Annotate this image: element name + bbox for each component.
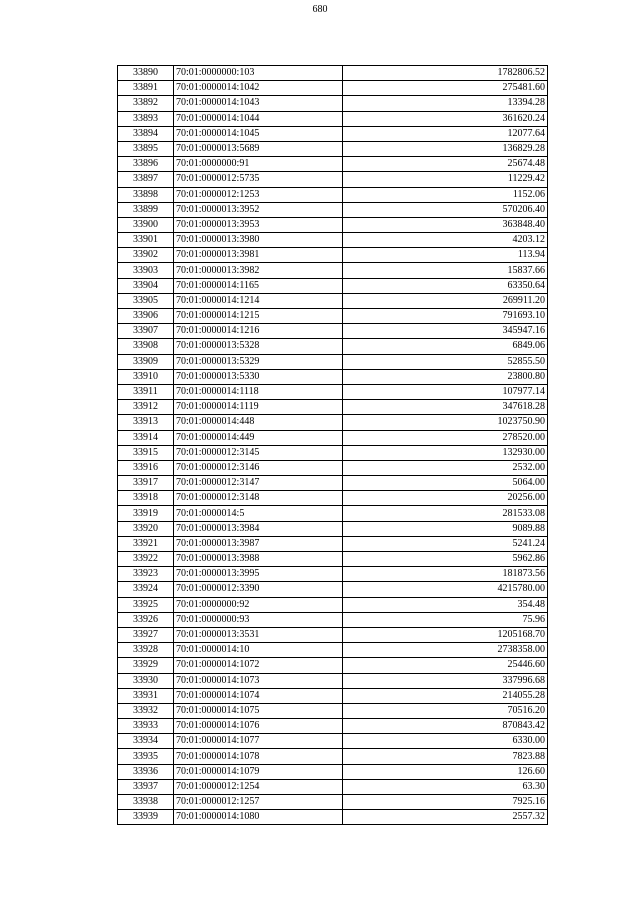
cadastral-value-cell: 1782806.52: [343, 66, 548, 81]
cadastral-number-cell: 70:01:0000013:3988: [174, 552, 343, 567]
cadastral-number-cell: 70:01:0000013:3981: [174, 248, 343, 263]
cadastral-number-cell: 70:01:0000014:1080: [174, 810, 343, 825]
row-number-cell: 33890: [118, 66, 174, 81]
table-row: [118, 506, 548, 521]
row-number-cell: 33919: [118, 506, 174, 521]
table-row: [118, 719, 548, 734]
table-row: [118, 187, 548, 202]
cadastral-number-cell: 70:01:0000014:449: [174, 430, 343, 445]
cadastral-number-cell: 70:01:0000014:1077: [174, 734, 343, 749]
table-row: [118, 734, 548, 749]
table-row: [118, 688, 548, 703]
row-number-cell: 33923: [118, 567, 174, 582]
table-row: [118, 627, 548, 642]
table-row: [118, 278, 548, 293]
row-number-cell: 33895: [118, 141, 174, 156]
cadastral-value-cell: 13394.28: [343, 96, 548, 111]
table-row: [118, 111, 548, 126]
table-row: [118, 141, 548, 156]
row-number-cell: 33903: [118, 263, 174, 278]
cadastral-value-cell: 9089.88: [343, 521, 548, 536]
cadastral-number-cell: 70:01:0000012:3390: [174, 582, 343, 597]
cadastral-value-cell: 275481.60: [343, 81, 548, 96]
row-number-cell: 33905: [118, 293, 174, 308]
row-number-cell: 33917: [118, 476, 174, 491]
table-row: [118, 339, 548, 354]
cadastral-value-cell: 4203.12: [343, 233, 548, 248]
row-number-cell: 33939: [118, 810, 174, 825]
row-number-cell: 33914: [118, 430, 174, 445]
cadastral-number-cell: 70:01:0000000:103: [174, 66, 343, 81]
cadastral-number-cell: 70:01:0000014:1118: [174, 384, 343, 399]
row-number-cell: 33926: [118, 612, 174, 627]
table-row: [118, 567, 548, 582]
table-row: [118, 369, 548, 384]
cadastral-value-cell: 2557.32: [343, 810, 548, 825]
table-row: [118, 263, 548, 278]
cadastral-number-cell: 70:01:0000014:10: [174, 643, 343, 658]
cadastral-value-cell: 347618.28: [343, 400, 548, 415]
table-row: [118, 126, 548, 141]
cadastral-number-cell: 70:01:0000014:448: [174, 415, 343, 430]
cadastral-number-cell: 70:01:0000012:3147: [174, 476, 343, 491]
cadastral-value-cell: 107977.14: [343, 384, 548, 399]
table-row: [118, 233, 548, 248]
row-number-cell: 33904: [118, 278, 174, 293]
cadastral-value-cell: 5064.00: [343, 476, 548, 491]
cadastral-value-cell: 4215780.00: [343, 582, 548, 597]
cadastral-number-cell: 70:01:0000014:1074: [174, 688, 343, 703]
row-number-cell: 33913: [118, 415, 174, 430]
cadastral-number-cell: 70:01:0000012:3148: [174, 491, 343, 506]
table-row: [118, 764, 548, 779]
cadastral-number-cell: 70:01:0000014:1079: [174, 764, 343, 779]
cadastral-value-cell: 1152.06: [343, 187, 548, 202]
row-number-cell: 33892: [118, 96, 174, 111]
cadastral-number-cell: 70:01:0000014:1214: [174, 293, 343, 308]
row-number-cell: 33936: [118, 764, 174, 779]
cadastral-number-cell: 70:01:0000014:1165: [174, 278, 343, 293]
row-number-cell: 33920: [118, 521, 174, 536]
cadastral-value-cell: 7823.88: [343, 749, 548, 764]
table-row: [118, 491, 548, 506]
cadastral-number-cell: 70:01:0000014:1072: [174, 658, 343, 673]
cadastral-value-cell: 7925.16: [343, 795, 548, 810]
table-row: [118, 460, 548, 475]
cadastral-number-cell: 70:01:0000000:92: [174, 597, 343, 612]
cadastral-value-cell: 337996.68: [343, 673, 548, 688]
cadastral-number-cell: 70:01:0000012:3145: [174, 445, 343, 460]
cadastral-value-cell: 214055.28: [343, 688, 548, 703]
table-row: [118, 400, 548, 415]
cadastral-number-cell: 70:01:0000013:3982: [174, 263, 343, 278]
cadastral-value-cell: 70516.20: [343, 703, 548, 718]
table-row: [118, 217, 548, 232]
row-number-cell: 33911: [118, 384, 174, 399]
cadastral-value-table: [117, 65, 548, 825]
table-row: [118, 157, 548, 172]
cadastral-value-cell: 570206.40: [343, 202, 548, 217]
table-row: [118, 293, 548, 308]
cadastral-number-cell: 70:01:0000013:5329: [174, 354, 343, 369]
row-number-cell: 33922: [118, 552, 174, 567]
row-number-cell: 33899: [118, 202, 174, 217]
cadastral-number-cell: 70:01:0000014:1119: [174, 400, 343, 415]
cadastral-value-cell: 269911.20: [343, 293, 548, 308]
cadastral-number-cell: 70:01:0000013:5328: [174, 339, 343, 354]
cadastral-number-cell: 70:01:0000014:1044: [174, 111, 343, 126]
row-number-cell: 33929: [118, 658, 174, 673]
row-number-cell: 33935: [118, 749, 174, 764]
cadastral-number-cell: 70:01:0000013:3987: [174, 536, 343, 551]
table-row: [118, 324, 548, 339]
row-number-cell: 33908: [118, 339, 174, 354]
cadastral-number-cell: 70:01:0000012:1257: [174, 795, 343, 810]
row-number-cell: 33928: [118, 643, 174, 658]
table-row: [118, 415, 548, 430]
row-number-cell: 33909: [118, 354, 174, 369]
cadastral-number-cell: 70:01:0000014:1075: [174, 703, 343, 718]
cadastral-value-cell: 1023750.90: [343, 415, 548, 430]
table-row: [118, 703, 548, 718]
cadastral-number-cell: 70:01:0000013:3980: [174, 233, 343, 248]
page-number: 680: [312, 4, 328, 15]
row-number-cell: 33906: [118, 309, 174, 324]
row-number-cell: 33902: [118, 248, 174, 263]
row-number-cell: 33910: [118, 369, 174, 384]
cadastral-value-cell: 136829.28: [343, 141, 548, 156]
cadastral-value-cell: 361620.24: [343, 111, 548, 126]
table-row: [118, 643, 548, 658]
cadastral-number-cell: 70:01:0000013:3995: [174, 567, 343, 582]
table-row: [118, 521, 548, 536]
row-number-cell: 33927: [118, 627, 174, 642]
cadastral-number-cell: 70:01:0000013:3952: [174, 202, 343, 217]
row-number-cell: 33894: [118, 126, 174, 141]
row-number-cell: 33893: [118, 111, 174, 126]
cadastral-number-cell: 70:01:0000014:1076: [174, 719, 343, 734]
cadastral-number-cell: 70:01:0000013:3531: [174, 627, 343, 642]
table-row: [118, 749, 548, 764]
table-row: [118, 384, 548, 399]
cadastral-value-cell: 2532.00: [343, 460, 548, 475]
cadastral-value-cell: 181873.56: [343, 567, 548, 582]
row-number-cell: 33933: [118, 719, 174, 734]
row-number-cell: 33891: [118, 81, 174, 96]
row-number-cell: 33924: [118, 582, 174, 597]
row-number-cell: 33937: [118, 779, 174, 794]
row-number-cell: 33896: [118, 157, 174, 172]
cadastral-value-cell: 25674.48: [343, 157, 548, 172]
cadastral-number-cell: 70:01:0000012:3146: [174, 460, 343, 475]
cadastral-value-cell: 6330.00: [343, 734, 548, 749]
cadastral-number-cell: 70:01:0000014:1078: [174, 749, 343, 764]
row-number-cell: 33932: [118, 703, 174, 718]
cadastral-number-cell: 70:01:0000014:1215: [174, 309, 343, 324]
cadastral-number-cell: 70:01:0000014:1045: [174, 126, 343, 141]
row-number-cell: 33900: [118, 217, 174, 232]
row-number-cell: 33901: [118, 233, 174, 248]
cadastral-number-cell: 70:01:0000014:1216: [174, 324, 343, 339]
cadastral-value-cell: 15837.66: [343, 263, 548, 278]
cadastral-value-cell: 278520.00: [343, 430, 548, 445]
row-number-cell: 33898: [118, 187, 174, 202]
table-row: [118, 597, 548, 612]
cadastral-number-cell: 70:01:0000013:3984: [174, 521, 343, 536]
cadastral-number-cell: 70:01:0000000:93: [174, 612, 343, 627]
row-number-cell: 33907: [118, 324, 174, 339]
cadastral-value-cell: 11229.42: [343, 172, 548, 187]
table-row: [118, 172, 548, 187]
cadastral-number-cell: 70:01:0000012:1254: [174, 779, 343, 794]
cadastral-value-cell: 63350.64: [343, 278, 548, 293]
table-row: [118, 612, 548, 627]
cadastral-value-cell: 354.48: [343, 597, 548, 612]
table-row: [118, 430, 548, 445]
cadastral-value-cell: 113.94: [343, 248, 548, 263]
row-number-cell: 33912: [118, 400, 174, 415]
cadastral-value-cell: 5962.86: [343, 552, 548, 567]
table-row: [118, 552, 548, 567]
table-row: [118, 354, 548, 369]
cadastral-number-cell: 70:01:0000014:1043: [174, 96, 343, 111]
cadastral-value-cell: 870843.42: [343, 719, 548, 734]
table-row: [118, 673, 548, 688]
cadastral-number-cell: 70:01:0000012:5735: [174, 172, 343, 187]
table-row: [118, 658, 548, 673]
cadastral-value-cell: 5241.24: [343, 536, 548, 551]
cadastral-number-cell: 70:01:0000013:3953: [174, 217, 343, 232]
cadastral-value-cell: 345947.16: [343, 324, 548, 339]
cadastral-value-cell: 25446.60: [343, 658, 548, 673]
cadastral-value-cell: 20256.00: [343, 491, 548, 506]
table-row: [118, 445, 548, 460]
table-row: [118, 81, 548, 96]
cadastral-value-cell: 132930.00: [343, 445, 548, 460]
cadastral-value-cell: 2738358.00: [343, 643, 548, 658]
row-number-cell: 33934: [118, 734, 174, 749]
table-row: [118, 779, 548, 794]
cadastral-number-cell: 70:01:0000014:1073: [174, 673, 343, 688]
cadastral-value-cell: 63.30: [343, 779, 548, 794]
cadastral-number-cell: 70:01:0000013:5689: [174, 141, 343, 156]
cadastral-value-cell: 126.60: [343, 764, 548, 779]
cadastral-value-cell: 6849.06: [343, 339, 548, 354]
cadastral-value-cell: 75.96: [343, 612, 548, 627]
table-row: [118, 795, 548, 810]
cadastral-number-cell: 70:01:0000000:91: [174, 157, 343, 172]
table-row: [118, 309, 548, 324]
cadastral-number-cell: 70:01:0000014:5: [174, 506, 343, 521]
cadastral-value-cell: 1205168.70: [343, 627, 548, 642]
cadastral-value-cell: 12077.64: [343, 126, 548, 141]
table-row: [118, 96, 548, 111]
cadastral-value-cell: 281533.08: [343, 506, 548, 521]
row-number-cell: 33918: [118, 491, 174, 506]
table-row: [118, 248, 548, 263]
row-number-cell: 33897: [118, 172, 174, 187]
cadastral-value-cell: 23800.80: [343, 369, 548, 384]
row-number-cell: 33931: [118, 688, 174, 703]
row-number-cell: 33938: [118, 795, 174, 810]
cadastral-number-cell: 70:01:0000013:5330: [174, 369, 343, 384]
table-row: [118, 66, 548, 81]
cadastral-value-cell: 52855.50: [343, 354, 548, 369]
table-row: [118, 202, 548, 217]
cadastral-value-cell: 791693.10: [343, 309, 548, 324]
table-row: [118, 582, 548, 597]
row-number-cell: 33921: [118, 536, 174, 551]
cadastral-number-cell: 70:01:0000012:1253: [174, 187, 343, 202]
row-number-cell: 33916: [118, 460, 174, 475]
cadastral-value-cell: 363848.40: [343, 217, 548, 232]
row-number-cell: 33925: [118, 597, 174, 612]
table-body: [118, 66, 548, 825]
table-row: [118, 536, 548, 551]
row-number-cell: 33930: [118, 673, 174, 688]
table-row: [118, 810, 548, 825]
table-row: [118, 476, 548, 491]
row-number-cell: 33915: [118, 445, 174, 460]
cadastral-number-cell: 70:01:0000014:1042: [174, 81, 343, 96]
